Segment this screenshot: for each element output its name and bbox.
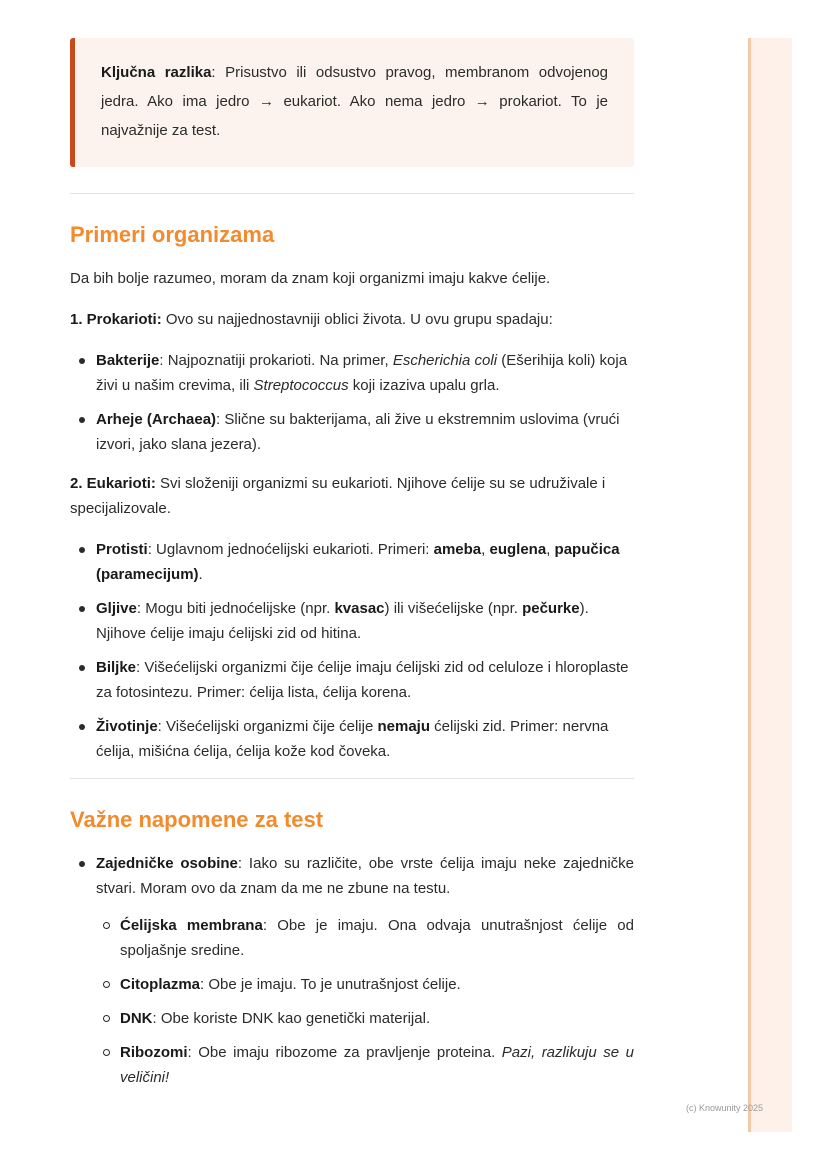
section-divider [70, 193, 634, 194]
copyright-footer: (c) Knowunity 2025 [686, 1103, 764, 1113]
eukarioti-paragraph: 2. Eukarioti: Svi složeniji organizmi su eukarioti. Njihove ćelije su se udruživale i specijalizovale. [70, 475, 606, 517]
prokarioti-list [70, 348, 634, 457]
callout-label: Ključna razlika [101, 64, 212, 81]
list-item-bakterije: Bakterije: Najpoznatiji prokarioti. Na primer, Escherichia coli (Ešerihija koli) koja živi u našim crevima, ili Streptococcus koji izaziva upalu grla. [96, 348, 634, 398]
list-item-zajednicke-osobine: Zajedničke osobine: Iako su različite, obe vrste ćelija imaju neke zajedničke stvari. Moram ovo da znam da me ne zbune na testu. Ćelijska membrana: Obe je imaju. Ona odvaja unutrašnjost ćelije od spoljašnje sredine. Citoplazma: Obe je imaju. To je unutrašnjost ćelije. DNK: Obe koriste DNK kao genetički materijal. Ribozomi: Obe imaju ribozome za pravljenje proteina. Pazi, razlikuju se u veličini! [96, 851, 634, 1090]
sublist-item-ribozomi: Ribozomi: Obe imaju ribozome za pravljenje proteina. Pazi, razlikuju se u veličini! [120, 1040, 634, 1090]
list-item-biljke: Biljke: Višećelijski organizmi čije ćelije imaju ćelijski zid od celuloze i hloroplaste za fotosintezu. Primer: ćelija lista, ćelija korena. [96, 655, 634, 705]
list-item-gljive: Gljive: Mogu biti jednoćelijske (npr. kvasac) ili višećelijske (npr. pečurke). Njihove ćelije imaju ćelijski zid od hitina. [96, 596, 634, 646]
callout-text: Ključna razlika: Prisustvo ili odsustvo pravog, membranom odvojenog jedra. Ako ima jedro → eukariot. Ako nema jedro → prokariot. To je najvažnije za test. [101, 64, 609, 139]
note-content [70, 38, 634, 1104]
sublist-item-membrana: Ćelijska membrana: Obe je imaju. Ona odvaja unutrašnjost ćelije od spoljašnje sredine. [120, 913, 634, 963]
section-heading-organisms: Primeri organizama [70, 222, 275, 247]
section-divider [70, 778, 634, 779]
section-heading-notes: Važne napomene za test [70, 807, 324, 832]
eukarioti-list [70, 537, 634, 764]
notes-list [70, 851, 634, 1090]
key-difference-callout [70, 38, 634, 167]
list-item-arheje: Arheje (Archaea): Slične su bakterijama, ali žive u ekstremnim uslovima (vrući izvori, jako slana jezera). [96, 407, 634, 457]
sublist-item-dnk: DNK: Obe koriste DNK kao genetički materijal. [120, 1006, 634, 1031]
shared-features-sublist [96, 913, 634, 1090]
prokarioti-paragraph: 1. Prokarioti: Ovo su najjednostavniji oblici života. U ovu grupu spadaju: [70, 311, 553, 328]
sublist-item-citoplazma: Citoplazma: Obe je imaju. To je unutrašnjost ćelije. [120, 972, 634, 997]
list-item-zivotinje: Životinje: Višećelijski organizmi čije ćelije nemaju ćelijski zid. Primer: nervna ćelija, mišićna ćelija, ćelija kože kod čoveka. [96, 714, 634, 764]
decorative-side-stripe [748, 38, 792, 1132]
section-intro: Da bih bolje razumeo, moram da znam koji organizmi imaju kakve ćelije. [70, 270, 551, 287]
list-item-protisti: Protisti: Uglavnom jednoćelijski eukarioti. Primeri: ameba, euglena, papučica (paramecijum). [96, 537, 634, 587]
